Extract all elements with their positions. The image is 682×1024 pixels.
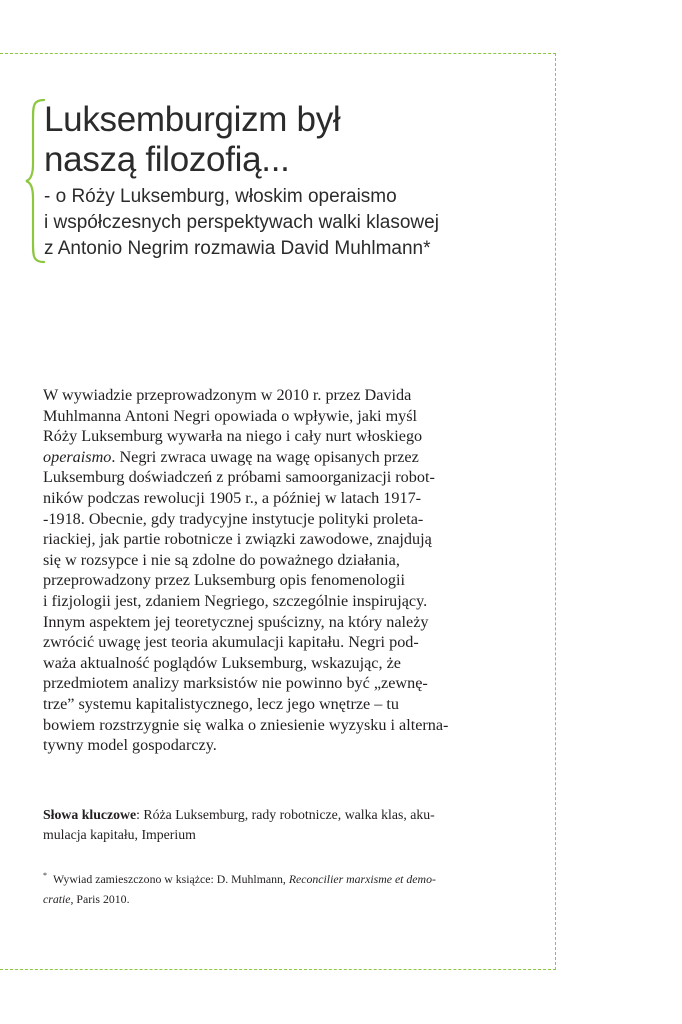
title-line: naszą filozofią... bbox=[44, 140, 290, 179]
footnote-line bbox=[43, 866, 473, 889]
footnote-line bbox=[43, 889, 473, 909]
footnote-marker: * bbox=[43, 871, 47, 880]
keywords-line bbox=[43, 805, 468, 825]
abstract-line: Luksemburg doświadczeń z próbami samoorganizacji robot- bbox=[43, 468, 435, 487]
abstract-line: tywny model gospodarczy. bbox=[43, 736, 217, 755]
operaismo-term: operaismo bbox=[43, 447, 112, 466]
subtitle-line: - o Róży Luksemburg, włoskim operaismo bbox=[44, 186, 397, 207]
abstract-line: zwrócić uwagę jest teoria akumulacji kapitału. Negri pod- bbox=[43, 633, 419, 652]
frame-top-border bbox=[0, 53, 556, 54]
title-line: Luksemburgizm był bbox=[44, 100, 341, 139]
subtitle-line: z Antonio Negrim rozmawia David Muhlmann* bbox=[44, 238, 431, 259]
keywords bbox=[43, 805, 468, 845]
footnote-book-title: cratie bbox=[43, 891, 71, 906]
abstract-line: i fizjologii jest, zdaniem Negriego, szczególnie inspirujący. bbox=[43, 591, 428, 610]
frame-bottom-border bbox=[0, 969, 556, 970]
frame-right-border bbox=[555, 53, 556, 970]
abstract-line: trze” systemu kapitalistycznego, lecz jego wnętrze – tu bbox=[43, 694, 399, 713]
abstract-paragraph bbox=[43, 385, 468, 756]
keywords-label: Słowa kluczowe bbox=[43, 807, 137, 822]
article-heading bbox=[44, 100, 544, 262]
abstract-line bbox=[43, 447, 468, 468]
subtitle bbox=[44, 184, 544, 262]
abstract-line: W wywiadzie przeprowadzonym w 2010 r. przez Davida bbox=[43, 386, 412, 404]
keywords-text: Róża Luksemburg, rady robotnicze, walka klas, aku- bbox=[139, 807, 435, 822]
abstract-line: ników podczas rewolucji 1905 r., a później w latach 1917- bbox=[43, 488, 422, 507]
curly-brace-icon bbox=[24, 98, 46, 264]
abstract-line: się w rozsypce i nie są zdolne do poważnego działania, bbox=[43, 550, 400, 569]
footnote-text: Wywiad zamieszczono w książce: D. Muhlmann, bbox=[53, 871, 289, 886]
abstract-line: Róży Luksemburg wywarła na niego i cały nurt włoskiego bbox=[43, 427, 423, 446]
abstract-line: Muhlmanna Antoni Negri opowiada o wpływie, jaki myśl bbox=[43, 406, 418, 425]
keywords-line: mulacja kapitału, Imperium bbox=[43, 827, 196, 842]
footnote-text: , Paris 2010. bbox=[70, 891, 130, 906]
abstract-line: -1918. Obecnie, gdy tradycyjne instytucje polityki proleta- bbox=[43, 509, 424, 528]
abstract-line: przeprowadzony przez Luksemburg opis fenomenologii bbox=[43, 571, 406, 590]
abstract-line: waża aktualność poglądów Luksemburg, wskazując, że bbox=[43, 653, 401, 672]
abstract-line: riackiej, jak partie robotnicze i związki zawodowe, znajdują bbox=[43, 530, 432, 549]
subtitle-line: i współczesnych perspektywach walki klasowej bbox=[44, 212, 439, 233]
abstract-line-rest: . Negri zwraca uwagę na wagę opisanych przez bbox=[111, 447, 419, 466]
abstract-line: bowiem rozstrzygnie się walka o zniesienie wyzysku i alterna- bbox=[43, 715, 449, 734]
keywords-colon: : bbox=[136, 807, 140, 822]
footnote-book-title: Reconcilier marxisme et demo- bbox=[288, 871, 436, 886]
footnote bbox=[43, 866, 473, 909]
abstract-line: przedmiotem analizy marksistów nie powinno być „zewnę- bbox=[43, 674, 428, 693]
abstract-line: Innym aspektem jej teoretycznej spuścizny, na który należy bbox=[43, 612, 429, 631]
